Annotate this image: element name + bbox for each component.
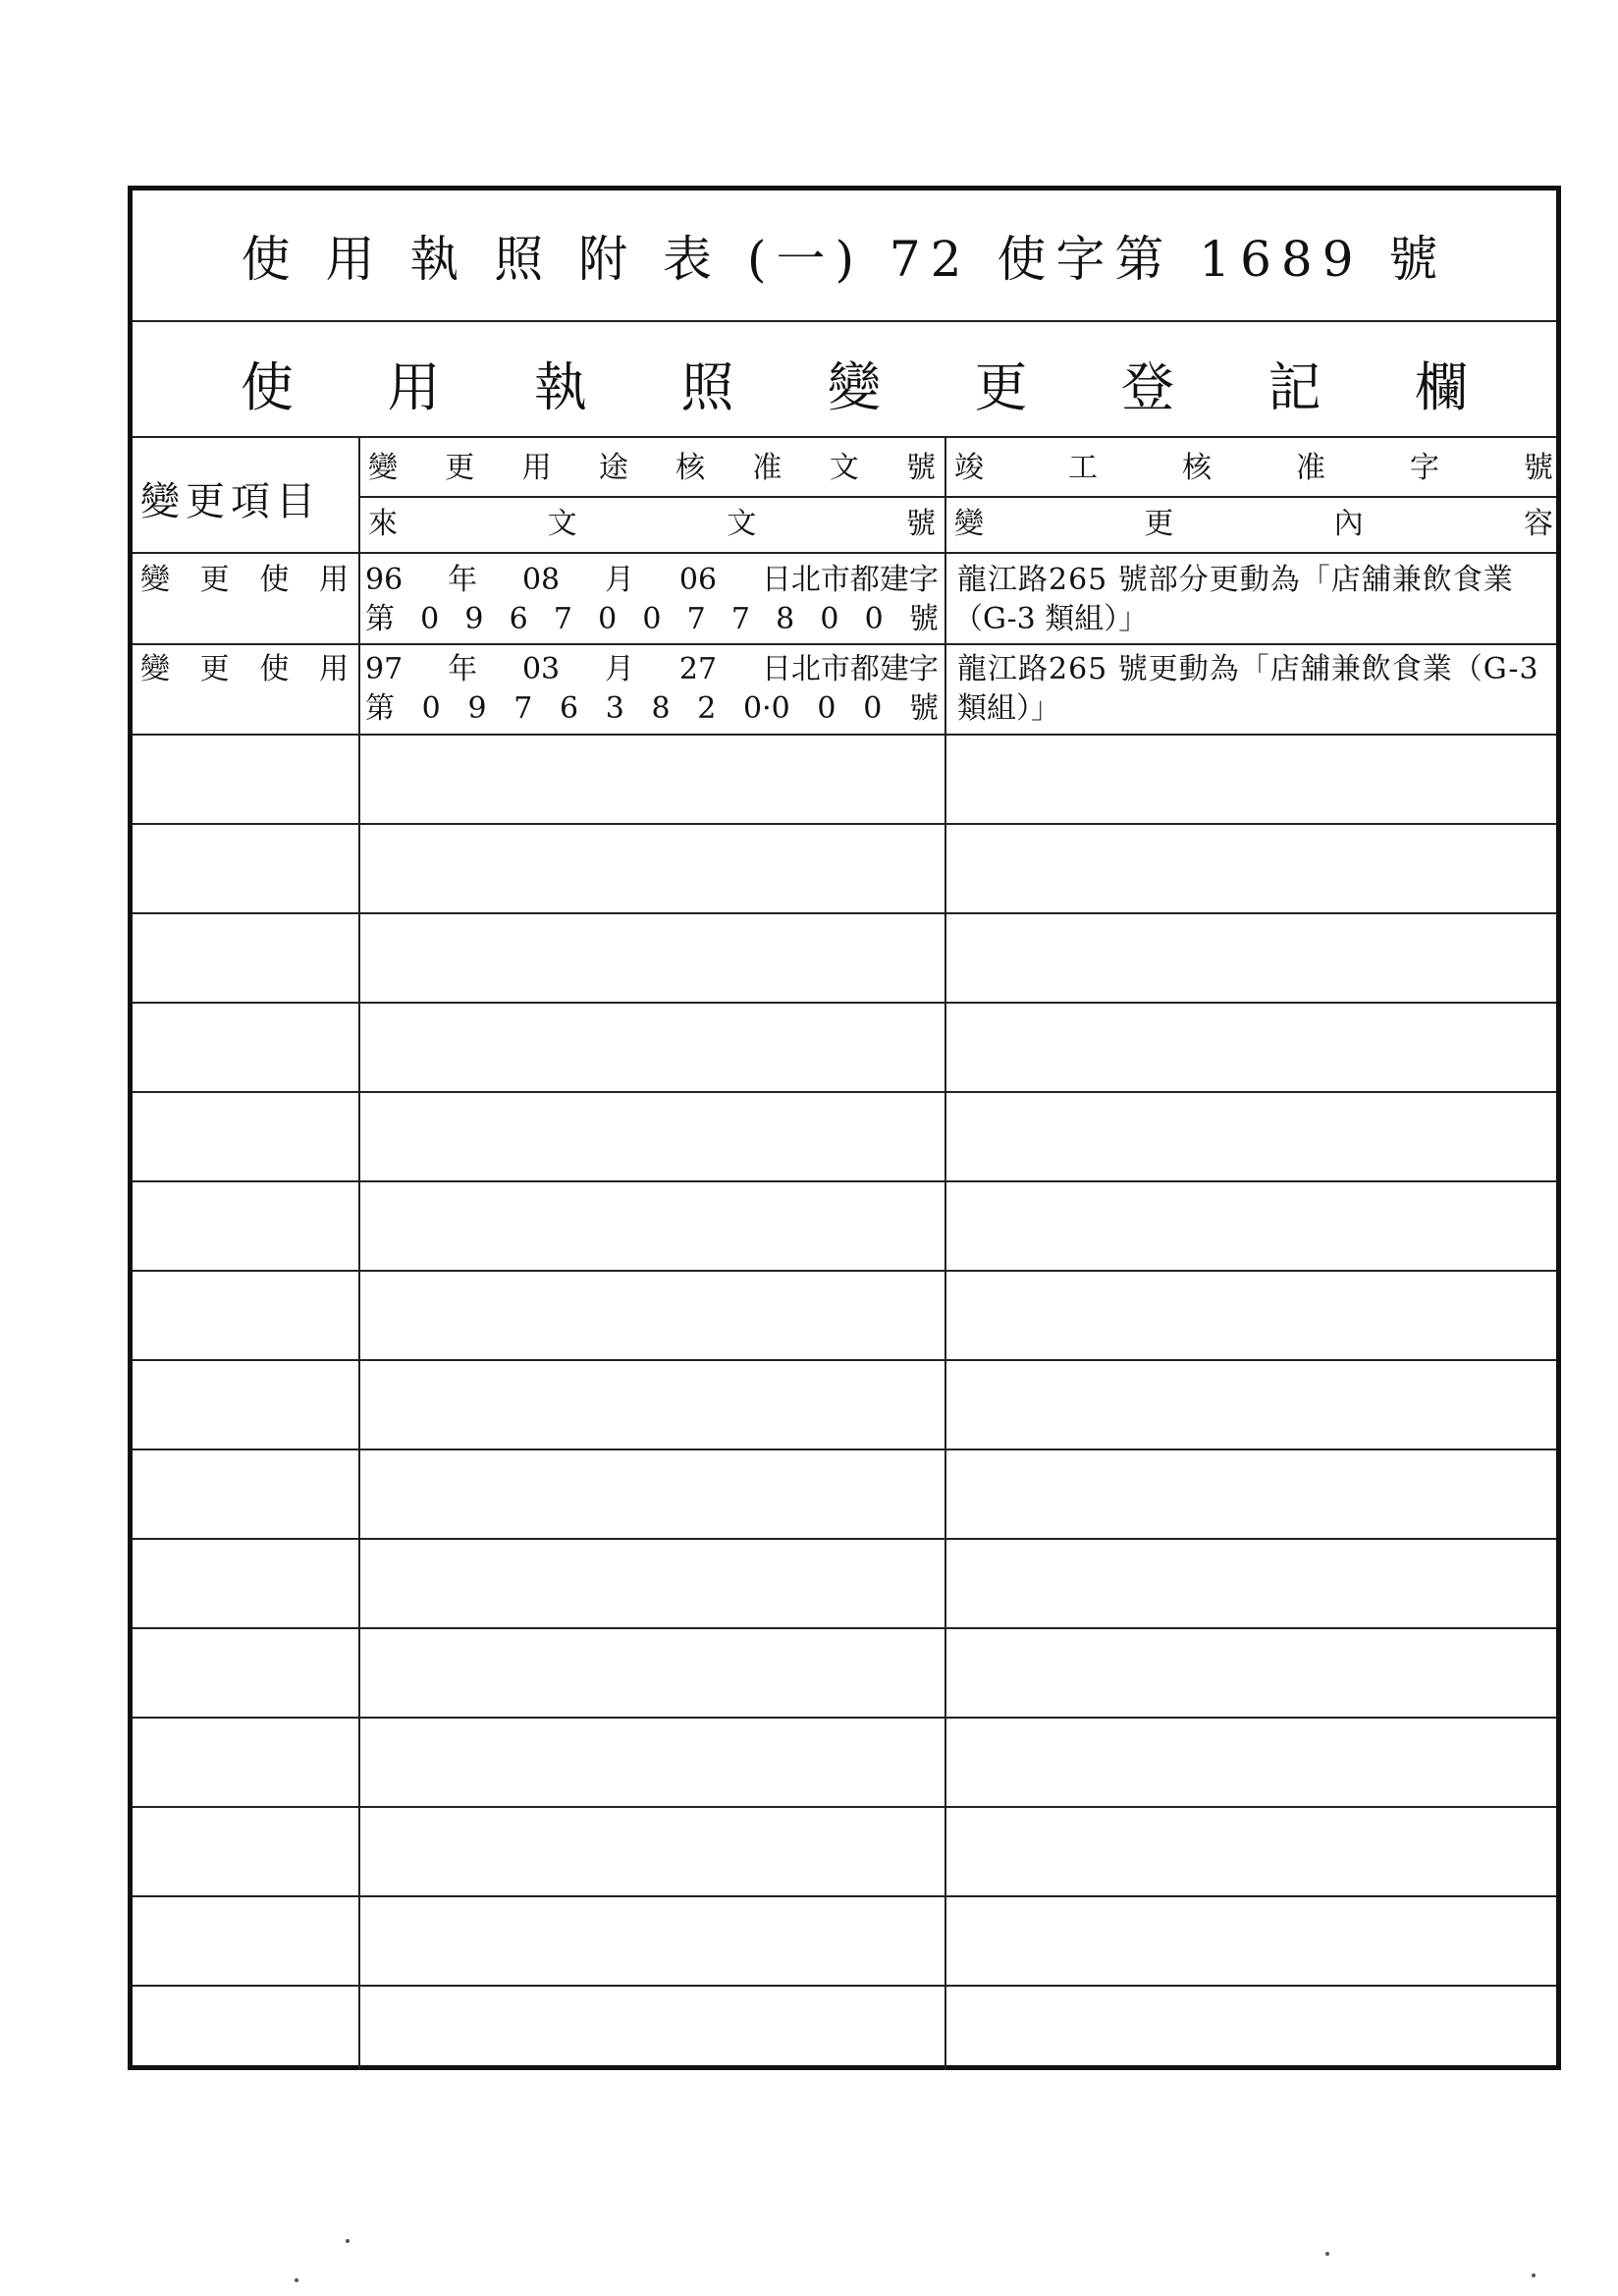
subtitle-char: 登 — [1121, 356, 1174, 418]
subtitle-char: 用 — [387, 356, 441, 418]
scan-speck — [346, 2239, 350, 2243]
entry-2-doc-line2: 第 0 9 7 6 3 8 2 0·0 0 0 號 — [365, 691, 939, 726]
entry-2-content-line2: 類組）」 — [957, 691, 1060, 726]
subtitle-char: 變 — [828, 356, 881, 418]
entry-2-item: 變 更 使 用 — [140, 652, 349, 686]
header-incoming-doc-no: 來 文 文 號 — [368, 507, 936, 541]
row-divider — [133, 1270, 1556, 1272]
header-completion-no: 竣 工 核 准 字 號 — [954, 451, 1553, 485]
row-divider — [133, 1717, 1556, 1719]
scan-speck — [1325, 2252, 1329, 2256]
header-change-content: 變 更 內 容 — [954, 507, 1553, 541]
column-divider-1 — [358, 436, 360, 2070]
license-change-register-form — [128, 186, 1561, 2070]
title-divider — [133, 320, 1556, 322]
header-bottom-divider — [133, 552, 1556, 554]
entry-1-content-line1: 龍江路265 號部分更動為「店舖兼飲食業 — [957, 563, 1514, 597]
subtitle-char: 記 — [1267, 356, 1321, 418]
row-divider — [133, 1449, 1556, 1450]
row-divider — [133, 823, 1556, 825]
header-mid-divider — [358, 496, 1556, 498]
column-divider-2 — [944, 436, 946, 2070]
header-change-item: 變更項目 — [140, 479, 321, 524]
row-divider — [133, 734, 1556, 736]
row-divider — [133, 1180, 1556, 1182]
scan-speck — [295, 2278, 298, 2282]
entry-1-doc-line2: 第 0 9 6 7 0 0 7 7 8 0 0 號 — [365, 602, 939, 636]
row-divider — [133, 643, 1556, 645]
row-divider — [133, 1627, 1556, 1629]
row-divider — [133, 1002, 1556, 1004]
row-divider — [133, 1359, 1556, 1361]
header-approval-doc-no: 變 更 用 途 核 准 文 號 — [368, 451, 936, 485]
subtitle-char: 更 — [974, 356, 1028, 418]
subtitle-char: 欄 — [1415, 356, 1468, 418]
form-title: 使 用 執 照 附 表 (一) 72 使字第 1689 號 — [241, 231, 1448, 288]
subtitle-char: 照 — [680, 356, 734, 418]
entry-1-doc-line1: 96 年 08 月 06 日北市都建字 — [365, 563, 939, 597]
subtitle-divider — [133, 436, 1556, 438]
entry-1-content-line2: （G-3 類組）」 — [953, 602, 1149, 636]
entry-1-item: 變 更 使 用 — [140, 563, 349, 597]
subtitle-char: 執 — [534, 356, 587, 418]
form-subtitle — [241, 346, 1468, 418]
row-divider — [133, 1985, 1556, 1987]
row-divider — [133, 1806, 1556, 1808]
entry-2-doc-line1: 97 年 03 月 27 日北市都建字 — [365, 652, 939, 686]
scan-speck — [1532, 2273, 1536, 2277]
row-divider — [133, 1091, 1556, 1093]
subtitle-char: 使 — [241, 356, 294, 418]
row-divider — [133, 1895, 1556, 1897]
entry-2-content-line1: 龍江路265 號更動為「店舖兼飲食業（G-3 — [957, 652, 1539, 686]
row-divider — [133, 912, 1556, 914]
row-divider — [133, 1538, 1556, 1540]
